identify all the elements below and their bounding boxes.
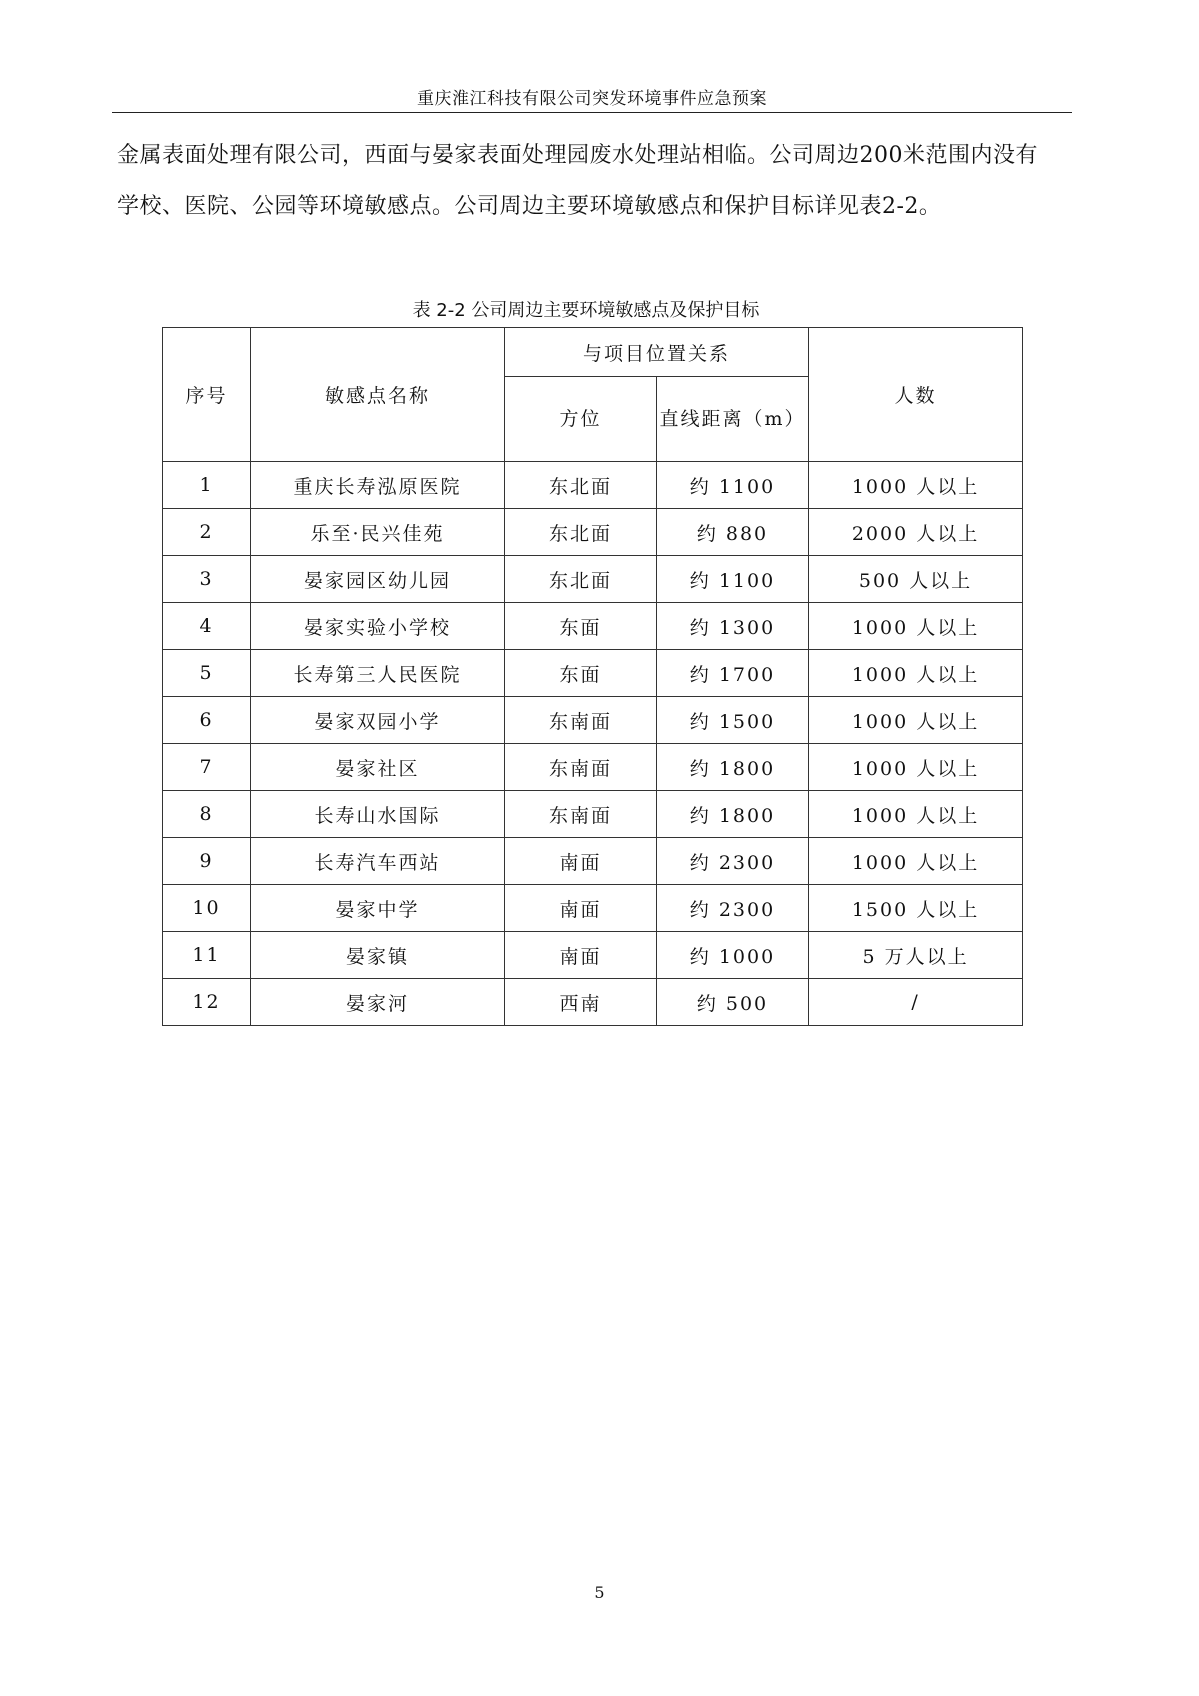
table-row: [163, 603, 1023, 650]
table-row: [163, 885, 1023, 932]
table-row: [163, 791, 1023, 838]
cell-direction: 东北面: [505, 509, 657, 556]
cell-direction: 东面: [505, 603, 657, 650]
cell-direction: 南面: [505, 932, 657, 979]
cell-index: 9: [163, 838, 251, 885]
running-header: 重庆淮江科技有限公司突发环境事件应急预案: [417, 89, 767, 109]
cell-distance: 约 1800: [657, 791, 809, 838]
cell-direction: 东南面: [505, 791, 657, 838]
cell-distance: 约 1500: [657, 697, 809, 744]
cell-index: 8: [163, 791, 251, 838]
cell-distance: 约 1700: [657, 650, 809, 697]
table-row: [163, 838, 1023, 885]
cell-distance: 约 1300: [657, 603, 809, 650]
cell-name: 长寿汽车西站: [251, 838, 505, 885]
header-population: 人数: [809, 328, 1023, 462]
cell-name: 晏家中学: [251, 885, 505, 932]
cell-population: 1000 人以上: [809, 697, 1023, 744]
cell-index: 6: [163, 697, 251, 744]
cell-direction: 西南: [505, 979, 657, 1026]
cell-distance: 约 2300: [657, 885, 809, 932]
cell-population: 2000 人以上: [809, 509, 1023, 556]
table-row: [163, 697, 1023, 744]
cell-distance: 约 1800: [657, 744, 809, 791]
cell-index: 5: [163, 650, 251, 697]
table-row: [163, 556, 1023, 603]
cell-population: 1500 人以上: [809, 885, 1023, 932]
cell-index: 3: [163, 556, 251, 603]
cell-name: 晏家社区: [251, 744, 505, 791]
table-row: [163, 650, 1023, 697]
cell-distance: 约 500: [657, 979, 809, 1026]
cell-population: 500 人以上: [809, 556, 1023, 603]
cell-direction: 南面: [505, 885, 657, 932]
cell-population: 1000 人以上: [809, 744, 1023, 791]
table-caption: 表 2-2 公司周边主要环境敏感点及保护目标: [412, 300, 760, 321]
cell-direction: 南面: [505, 838, 657, 885]
table-row: [163, 509, 1023, 556]
cell-population: /: [809, 979, 1023, 1026]
table-row: [163, 932, 1023, 979]
cell-distance: 约 1000: [657, 932, 809, 979]
cell-name: 长寿山水国际: [251, 791, 505, 838]
cell-name: 晏家河: [251, 979, 505, 1026]
cell-population: 1000 人以上: [809, 791, 1023, 838]
header-relation: 与项目位置关系: [505, 328, 809, 377]
page-number: 5: [594, 1583, 605, 1602]
body-paragraph: 金属表面处理有限公司，西面与晏家表面处理园废水处理站相临。公司周边200米范围内没有学校、医院、公园等环境敏感点。公司周边主要环境敏感点和保护目标详见表2-2。: [117, 143, 1038, 219]
header-name: 敏感点名称: [251, 328, 505, 462]
cell-index: 7: [163, 744, 251, 791]
cell-index: 11: [163, 932, 251, 979]
cell-name: 晏家双园小学: [251, 697, 505, 744]
cell-population: 1000 人以上: [809, 838, 1023, 885]
cell-distance: 约 880: [657, 509, 809, 556]
table-row: [163, 979, 1023, 1026]
cell-distance: 约 2300: [657, 838, 809, 885]
cell-distance: 约 1100: [657, 462, 809, 509]
cell-name: 长寿第三人民医院: [251, 650, 505, 697]
table-row: [163, 744, 1023, 791]
cell-direction: 东南面: [505, 744, 657, 791]
cell-population: 1000 人以上: [809, 650, 1023, 697]
table-body: [163, 462, 1023, 1026]
header-distance: 直线距离（m）: [657, 377, 809, 462]
cell-name: 晏家园区幼儿园: [251, 556, 505, 603]
header-direction: 方位: [505, 377, 657, 462]
cell-index: 2: [163, 509, 251, 556]
cell-index: 10: [163, 885, 251, 932]
header-index: 序号: [163, 328, 251, 462]
cell-direction: 东北面: [505, 462, 657, 509]
cell-name: 晏家镇: [251, 932, 505, 979]
cell-direction: 东南面: [505, 697, 657, 744]
cell-population: 1000 人以上: [809, 462, 1023, 509]
cell-name: 重庆长寿泓原医院: [251, 462, 505, 509]
cell-name: 乐至·民兴佳苑: [251, 509, 505, 556]
cell-population: 1000 人以上: [809, 603, 1023, 650]
cell-direction: 东北面: [505, 556, 657, 603]
cell-distance: 约 1100: [657, 556, 809, 603]
cell-index: 4: [163, 603, 251, 650]
cell-population: 5 万人以上: [809, 932, 1023, 979]
header-divider: [112, 112, 1072, 113]
cell-name: 晏家实验小学校: [251, 603, 505, 650]
cell-direction: 东面: [505, 650, 657, 697]
cell-index: 12: [163, 979, 251, 1026]
sensitive-points-table: [162, 327, 1023, 1026]
table-row: [163, 462, 1023, 509]
cell-index: 1: [163, 462, 251, 509]
